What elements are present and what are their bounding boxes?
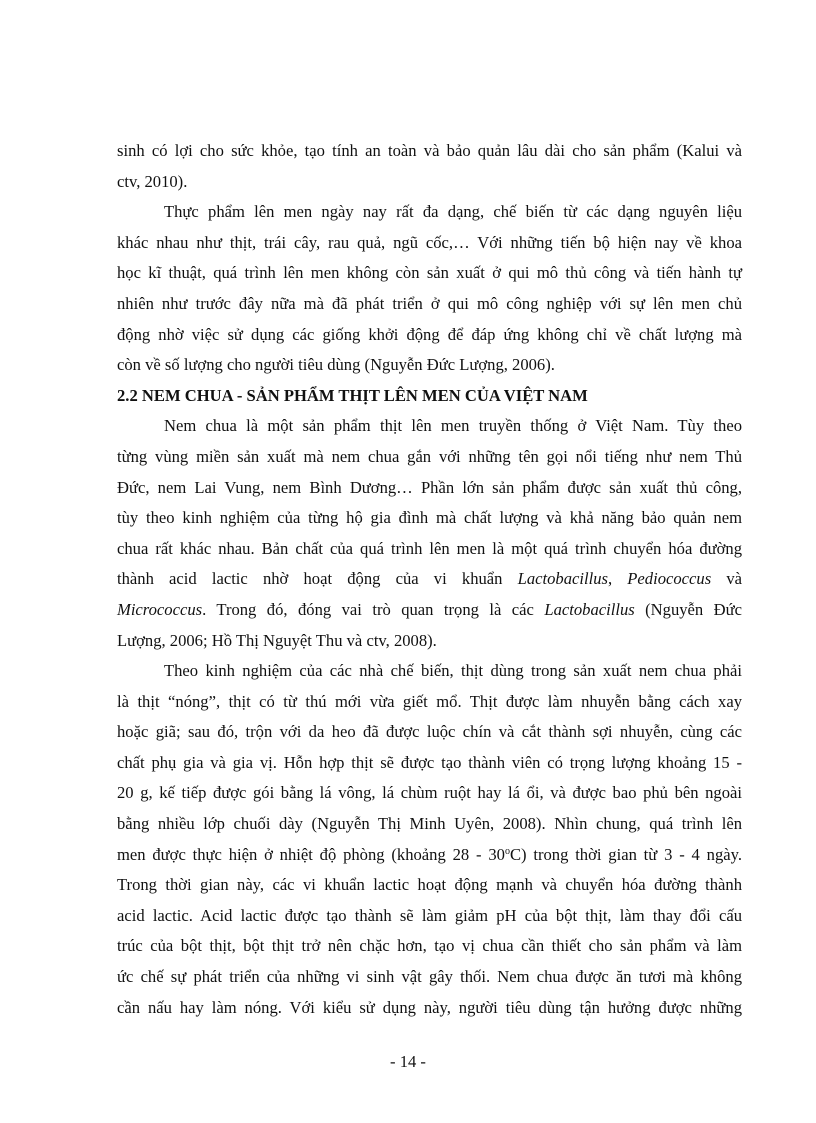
text-run: Đức, nem Lai Vung, nem Bình Dương… Phần lớn sản phẩm được sản xuất thủ công, (117, 477, 742, 497)
italic-term: Lactobacillus (544, 599, 635, 619)
page-number: - 14 - (390, 1052, 426, 1071)
text-line (117, 350, 742, 381)
text-line (117, 564, 742, 595)
italic-term: Micrococcus (117, 599, 203, 619)
text-line (117, 748, 742, 779)
text-run: cần nấu hay làm nóng. Với kiểu sử dụng này, người tiêu dùng tận hưởng được những (117, 997, 742, 1017)
text-line (117, 687, 742, 718)
text-line (117, 228, 742, 259)
text-run: hoặc giã; sau đó, trộn với da heo đã được luộc chín và cắt thành sợi nhuyễn, cùng các (117, 722, 742, 742)
text-line (117, 595, 742, 626)
text-line (117, 503, 742, 534)
text-run: Lượng, 2006; Hồ Thị Nguyệt Thu và ctv, 2008). (117, 630, 437, 650)
text-line (117, 320, 742, 351)
text-line (117, 809, 742, 840)
text-run: nhiên như trước đây nữa mà đã phát triển ở qui mô công nghiệp với sự lên men chủ (117, 293, 742, 313)
text-run: Theo kinh nghiệm của các nhà chế biến, thịt dùng trong sản xuất nem chua phải (164, 661, 742, 681)
text-line (117, 717, 742, 748)
degree-superscript: o (504, 845, 510, 857)
text-line (117, 626, 742, 657)
text-line (117, 993, 742, 1024)
text-line (117, 258, 742, 289)
text-line (117, 778, 742, 809)
document-body (117, 136, 742, 1023)
text-run: khác nhau như thịt, trái cây, rau quả, ngũ cốc,… Với những tiến bộ hiện nay về khoa (117, 232, 742, 252)
text-run: 2.2 NEM CHUA - SẢN PHẨM THỊT LÊN MEN CỦA VIỆT NAM (117, 385, 588, 405)
text-run: (Nguyễn Đức (634, 599, 742, 619)
text-run: acid lactic. Acid lactic được tạo thành sẽ làm giảm pH của bột thịt, làm thay đổi cấu (117, 905, 742, 925)
text-run: ức chế sự phát triển của những vi sinh vật gây thối. Nem chua được ăn tươi mà không (117, 967, 742, 987)
text-run: và (711, 569, 742, 589)
text-line (117, 931, 742, 962)
section-heading (117, 381, 742, 412)
text-run: tùy theo kinh nghiệm của từng hộ gia đình mà chất lượng và khả năng bảo quản nem (117, 508, 742, 528)
italic-term: Lactobacillus (517, 569, 608, 589)
text-line (117, 962, 742, 993)
text-line (117, 534, 742, 565)
text-run: chất phụ gia và gia vị. Hỗn hợp thịt sẽ được tạo thành viên có trọng lượng khoảng 15 - (117, 752, 742, 772)
text-line (117, 136, 742, 167)
text-run: bằng nhiều lớp chuối dày (Nguyễn Thị Minh Uyên, 2008). Nhìn chung, quá trình lên (117, 814, 742, 834)
text-line (117, 901, 742, 932)
text-run: Nem chua là một sản phẩm thịt lên men truyền thống ở Việt Nam. Tùy theo (164, 416, 742, 436)
text-run: từng vùng miền sản xuất mà nem chua gắn với những tên gọi nổi tiếng như nem Thủ (117, 446, 742, 466)
text-line (117, 473, 742, 504)
text-run: chua rất khác nhau. Bản chất của quá trình lên men là một quá trình chuyển hóa đường (117, 538, 742, 558)
text-line (117, 840, 742, 871)
text-run: . Trong đó, đóng vai trò quan trọng là các (202, 599, 545, 619)
text-run: 20 g, kế tiếp được gói bằng lá vông, lá chùm ruột hay lá ổi, và được bao phủ bên ngoài (117, 783, 742, 803)
text-run: sinh có lợi cho sức khỏe, tạo tính an toàn và bảo quản lâu dài cho sản phẩm (Kalui và (117, 141, 742, 160)
text-line (117, 167, 742, 198)
text-line (117, 197, 742, 228)
italic-term: Pediococcus (627, 569, 712, 589)
text-run: Thực phẩm lên men ngày nay rất đa dạng, chế biến từ các dạng nguyên liệu (164, 202, 742, 222)
text-run: men được thực hiện ở nhiệt độ phòng (khoảng 28 - 30 (117, 844, 505, 864)
text-run: còn về số lượng cho người tiêu dùng (Nguyễn Đức Lượng, 2006). (117, 355, 555, 375)
text-line (117, 656, 742, 687)
text-run: động nhờ việc sử dụng các giống khởi động để đáp ứng không chỉ về chất lượng mà (117, 324, 742, 344)
text-run: Trong thời gian này, các vi khuẩn lactic hoạt động mạnh và chuyển hóa đường thành (117, 875, 742, 895)
text-run: , (607, 569, 628, 589)
text-run: thành acid lactic nhờ hoạt động của vi khuẩn (117, 569, 518, 589)
text-line (117, 289, 742, 320)
text-run: ctv, 2010). (117, 171, 188, 191)
text-run: là thịt “nóng”, thịt có từ thú mới vừa giết mổ. Thịt được làm nhuyễn bằng cách xay (117, 691, 742, 711)
text-line (117, 442, 742, 473)
text-run: C) trong thời gian từ 3 - 4 ngày. (509, 844, 742, 864)
text-line (117, 411, 742, 442)
text-run: học kĩ thuật, quá trình lên men không còn sản xuất ở qui mô thủ công và tiến hành tự (117, 263, 742, 283)
text-run: trúc của bột thịt, bột thịt trở nên chặc hơn, tạo vị chua cần thiết cho sản phẩm và làm (117, 936, 742, 956)
text-line (117, 870, 742, 901)
